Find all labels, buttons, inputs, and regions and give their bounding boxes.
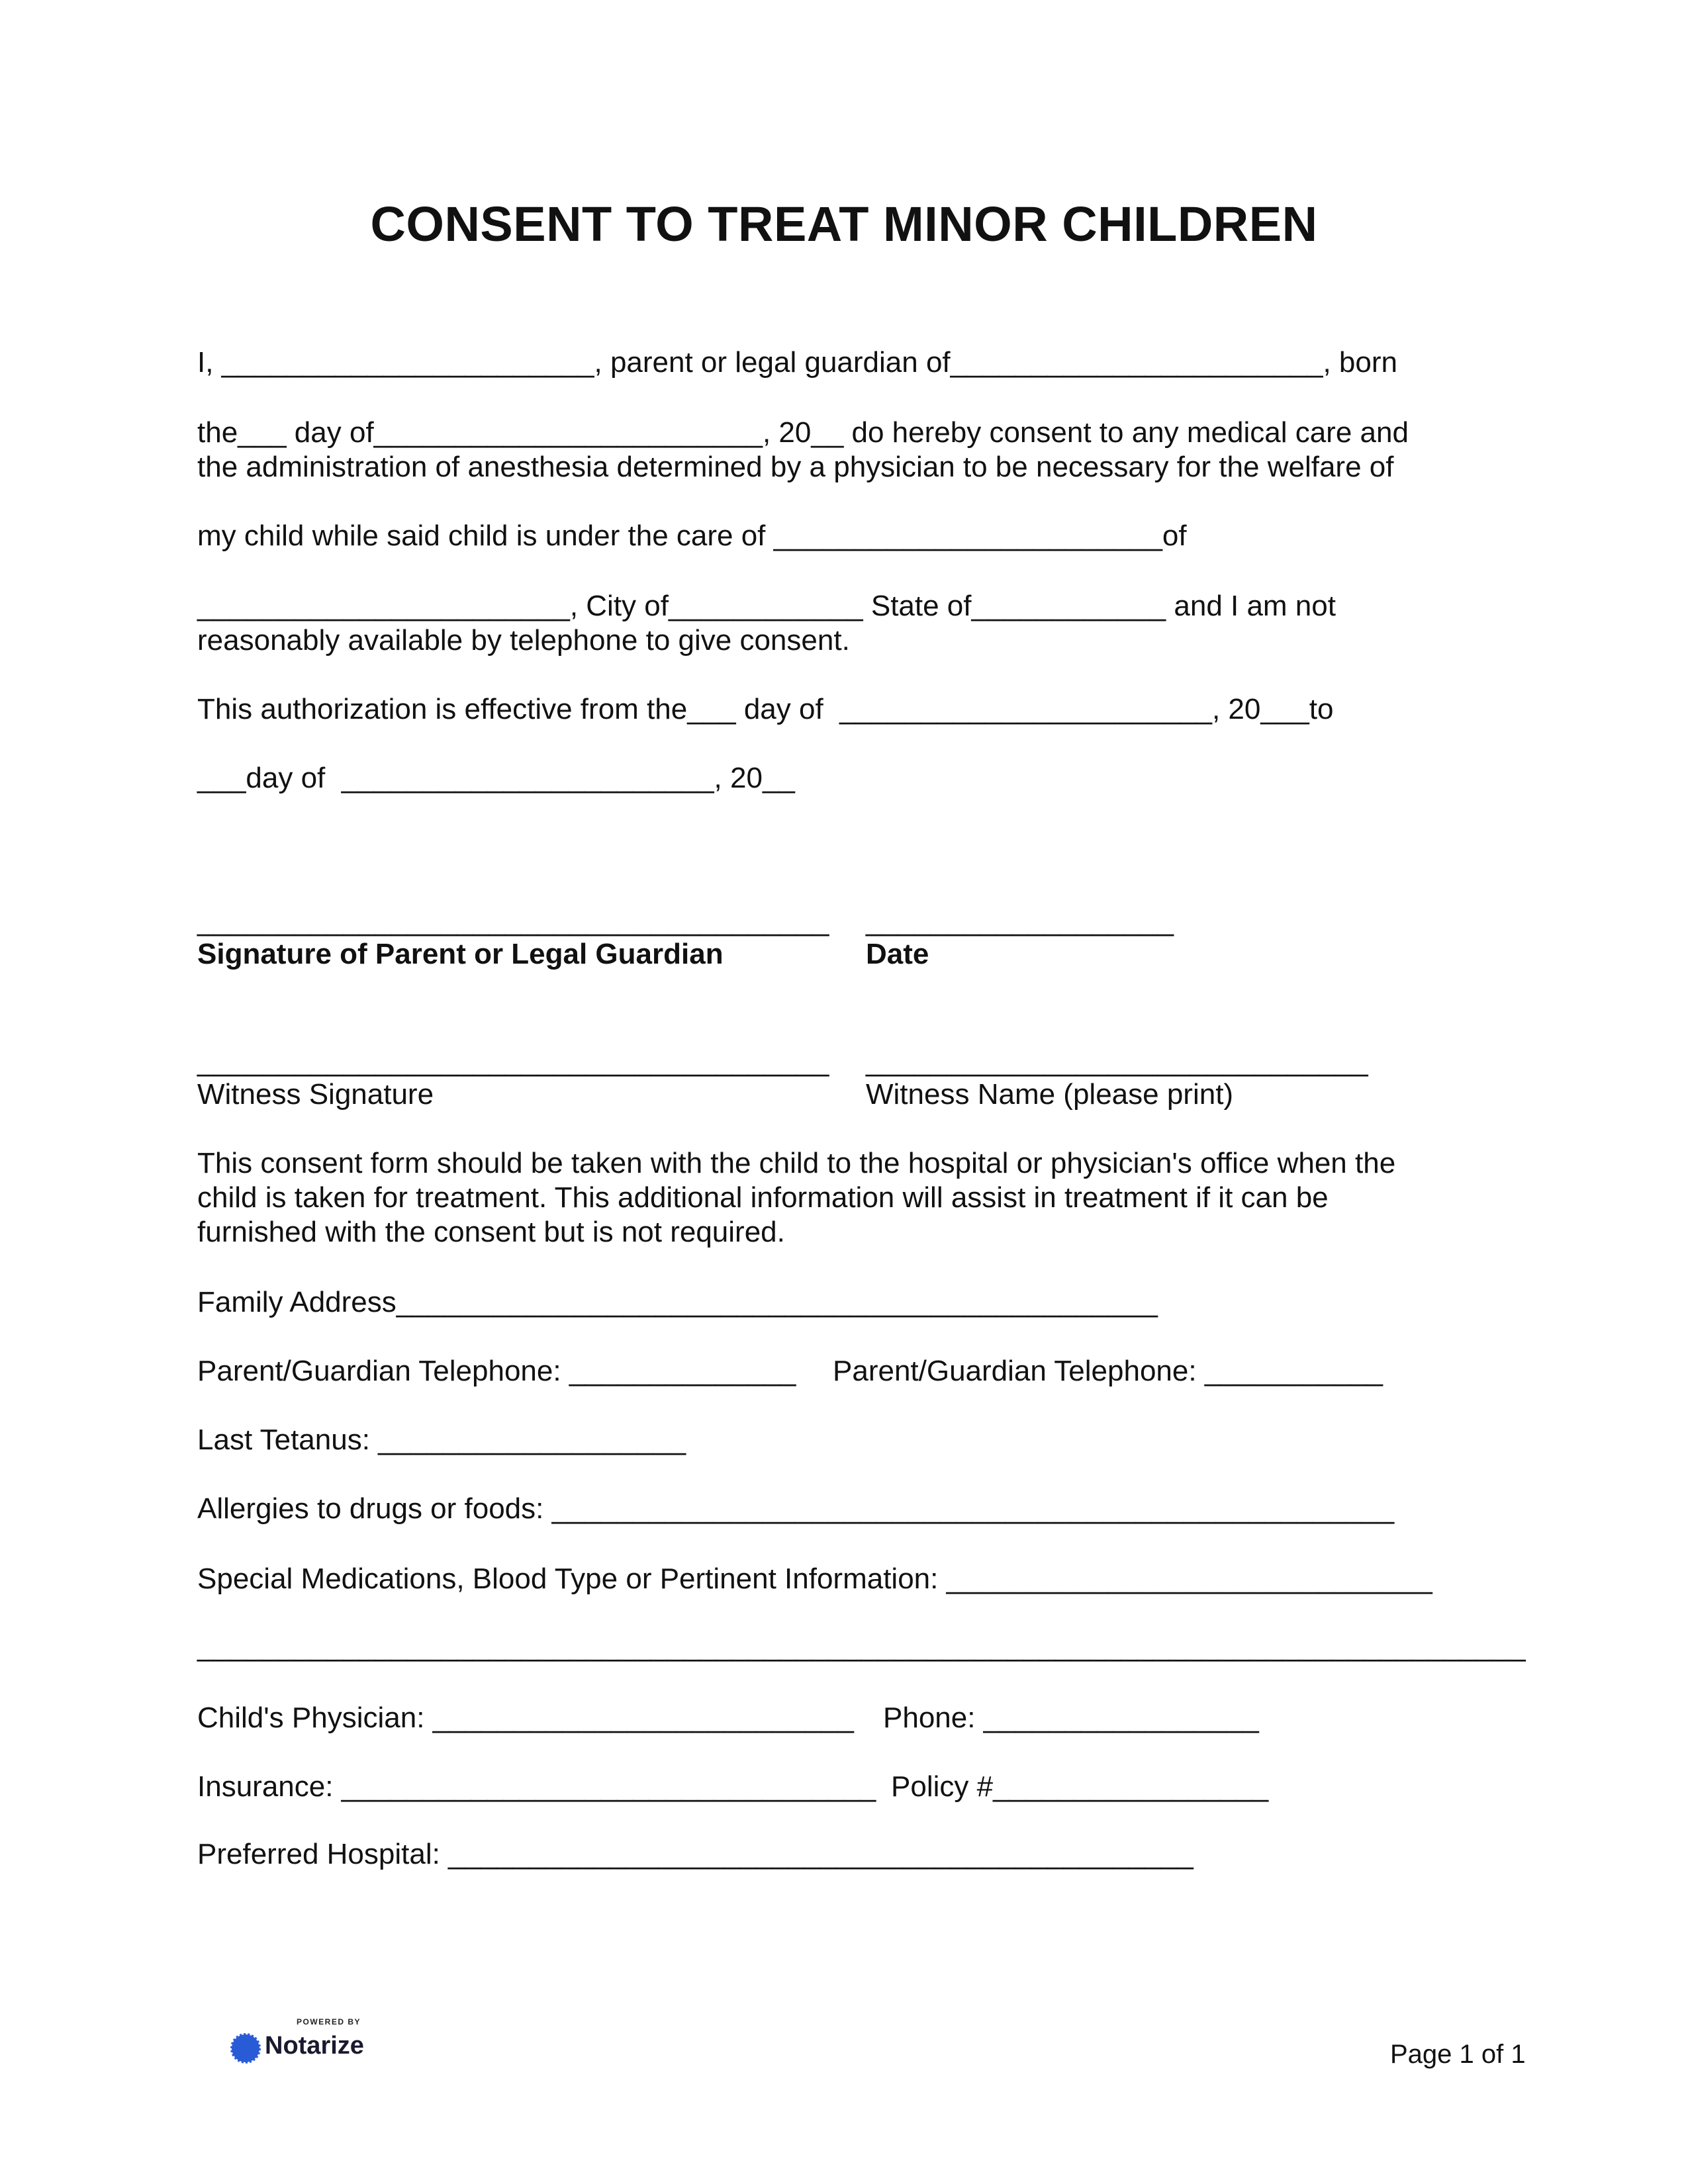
additional-info-line[interactable]: __________________________________________________________________________________ — [197, 1630, 1526, 1662]
powered-by-label: POWERED BY — [297, 2017, 361, 2026]
notarize-seal-icon — [230, 2033, 261, 2064]
allergies-field[interactable]: Allergies to drugs or foods: ____________________________________________________ — [197, 1492, 1395, 1525]
parent-telephone-field-1[interactable]: Parent/Guardian Telephone: ______________ — [197, 1355, 796, 1387]
special-medications-field[interactable]: Special Medications, Blood Type or Pertinent Information: ______________________________ — [197, 1563, 1432, 1595]
childs-physician-field[interactable]: Child's Physician: __________________________ — [197, 1702, 854, 1734]
last-tetanus-field[interactable]: Last Tetanus: ___________________ — [197, 1424, 686, 1456]
info-line-2: child is taken for treatment. This additional information will assist in treatment if it can be — [197, 1181, 1329, 1214]
date-label: Date — [866, 938, 929, 970]
info-line-3: furnished with the consent but is not required. — [197, 1216, 785, 1248]
body-line-1: I, _______________________, parent or legal guardian of_______________________, born — [197, 346, 1397, 379]
parent-signature-label: Signature of Parent or Legal Guardian — [197, 938, 724, 970]
page-number: Page 1 of 1 — [1390, 2040, 1526, 2069]
body-line-6: reasonably available by telephone to give consent. — [197, 624, 850, 657]
parent-telephone-field-2[interactable]: Parent/Guardian Telephone: ___________ — [833, 1355, 1383, 1387]
body-line-4: my child while said child is under the care of ________________________of — [197, 520, 1187, 552]
notarize-brand-name: Notarize — [265, 2032, 364, 2060]
family-address-field[interactable]: Family Address_______________________________________________ — [197, 1286, 1158, 1318]
body-line-3: the administration of anesthesia determined by a physician to be necessary for the welfare of — [197, 451, 1394, 483]
insurance-field[interactable]: Insurance: _________________________________ — [197, 1770, 876, 1803]
parent-signature-line[interactable]: _______________________________________ — [197, 905, 829, 937]
document-title: CONSENT TO TREAT MINOR CHILDREN — [370, 197, 1318, 251]
witness-name-label: Witness Name (please print) — [866, 1078, 1234, 1111]
preferred-hospital-field[interactable]: Preferred Hospital: ______________________________________________ — [197, 1838, 1194, 1870]
notarize-logo — [230, 2017, 383, 2070]
witness-signature-line[interactable]: _______________________________________ — [197, 1045, 829, 1077]
date-line[interactable]: ___________________ — [866, 905, 1174, 937]
body-line-5: _______________________, City of____________ State of____________ and I am not — [197, 590, 1336, 622]
authorization-line: This authorization is effective from the___ day of _______________________, 20___to — [197, 693, 1334, 725]
witness-signature-label: Witness Signature — [197, 1078, 434, 1111]
info-line-1: This consent form should be taken with the child to the hospital or physician's office when the — [197, 1147, 1396, 1179]
physician-phone-field[interactable]: Phone: _________________ — [883, 1702, 1259, 1734]
body-line-2: the___ day of________________________, 20__ do hereby consent to any medical care and — [197, 416, 1409, 449]
witness-name-line[interactable]: _______________________________ — [866, 1045, 1368, 1077]
authorization-end-line: ___day of _______________________, 20__ — [197, 762, 795, 794]
policy-number-field[interactable]: Policy #_________________ — [891, 1770, 1269, 1803]
